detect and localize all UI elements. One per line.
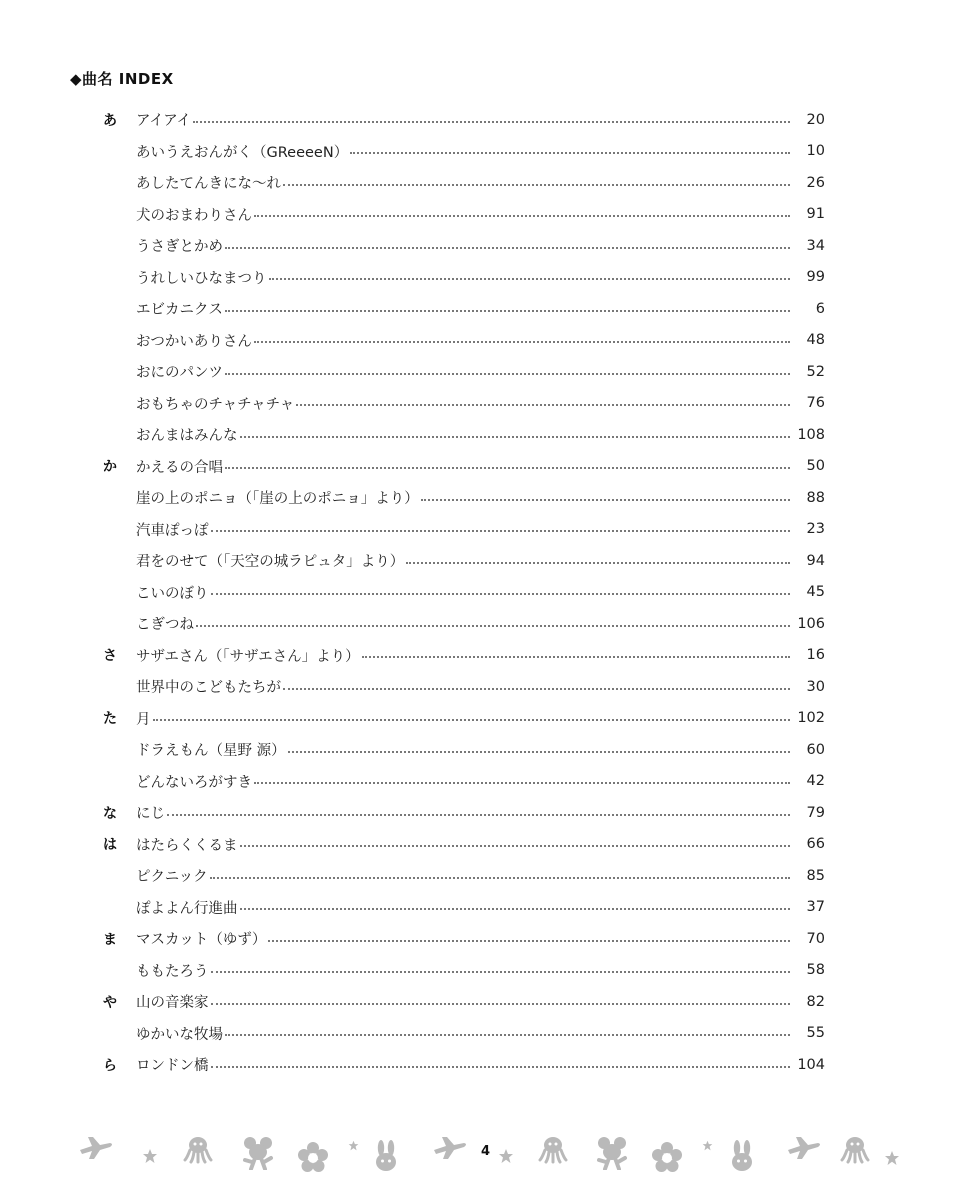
dot-leader [350, 152, 790, 154]
airplane-icon [432, 1134, 468, 1162]
dot-leader [153, 719, 791, 721]
index-entry[interactable] [103, 734, 825, 766]
song-title: 犬のおまわりさん [136, 207, 252, 224]
song-title: はたらくくるま [136, 837, 238, 854]
song-page-number: 85 [806, 867, 825, 884]
song-title: おにのパンツ [136, 365, 223, 382]
dot-leader [225, 310, 790, 312]
song-page-number: 6 [815, 300, 825, 317]
index-entry[interactable] [103, 545, 825, 577]
octopus-icon [538, 1134, 568, 1164]
index-entry[interactable] [103, 1018, 825, 1050]
song-page-number: 94 [806, 552, 825, 569]
song-page-number: 45 [806, 584, 825, 601]
kana-group-label: か [103, 459, 117, 476]
index-entry[interactable] [103, 577, 825, 609]
flower-icon [652, 1142, 682, 1172]
song-page-number: 37 [806, 899, 825, 916]
song-title: エビカニクス [136, 302, 223, 319]
rabbit-icon [730, 1140, 754, 1172]
index-entry[interactable] [103, 199, 825, 231]
dot-leader [283, 688, 790, 690]
dot-leader [296, 404, 790, 406]
song-page-number: 10 [806, 143, 825, 160]
song-title: 月 [136, 711, 151, 728]
dot-leader [196, 625, 790, 627]
dot-leader [269, 278, 791, 280]
song-page-number: 20 [806, 111, 825, 128]
index-entry[interactable] [103, 640, 825, 672]
page-heading: ◆曲名 INDEX [70, 70, 174, 88]
song-page-number: 60 [806, 741, 825, 758]
song-page-number: 23 [806, 521, 825, 538]
dot-leader [240, 908, 791, 910]
dot-leader [211, 1003, 791, 1005]
song-page-number: 106 [797, 615, 825, 632]
dot-leader [211, 971, 791, 973]
song-page-number: 55 [806, 1025, 825, 1042]
song-title: ロンドン橋 [136, 1058, 209, 1075]
index-entry[interactable] [103, 230, 825, 262]
song-title: こいのぼり [136, 585, 209, 602]
song-title: サザエさん（「サザエさん」より） [136, 648, 360, 665]
dot-leader [240, 845, 791, 847]
dot-leader [240, 436, 791, 438]
index-entry[interactable] [103, 419, 825, 451]
dot-leader [254, 215, 790, 217]
star-icon [498, 1148, 514, 1164]
airplane-icon [786, 1134, 822, 1162]
star-icon [142, 1148, 158, 1164]
song-title: こぎつね [136, 617, 194, 634]
song-title: 山の音楽家 [136, 995, 209, 1012]
dot-leader [268, 940, 790, 942]
song-index-list [103, 104, 825, 1081]
dot-leader [288, 751, 790, 753]
song-page-number: 34 [806, 237, 825, 254]
song-page-number: 52 [806, 363, 825, 380]
song-title: ピクニック [136, 869, 208, 886]
song-page-number: 26 [806, 174, 825, 191]
index-entry[interactable] [103, 482, 825, 514]
index-entry[interactable] [103, 955, 825, 987]
index-entry[interactable] [103, 451, 825, 483]
song-page-number: 16 [806, 647, 825, 664]
dot-leader [210, 877, 790, 879]
song-page-number: 88 [806, 489, 825, 506]
song-page-number: 79 [806, 804, 825, 821]
index-entry[interactable] [103, 608, 825, 640]
octopus-icon [183, 1134, 213, 1164]
kana-group-label: ら [103, 1057, 117, 1074]
song-page-number: 30 [806, 678, 825, 695]
index-entry[interactable] [103, 167, 825, 199]
song-title: あしたてんきにな〜れ [136, 176, 281, 193]
dot-leader [283, 184, 790, 186]
song-title: うさぎとかめ [136, 239, 223, 256]
dot-leader [211, 1066, 791, 1068]
dot-leader [211, 593, 791, 595]
song-title: おんまはみんな [136, 428, 238, 445]
flower-icon [298, 1142, 328, 1172]
song-page-number: 66 [806, 836, 825, 853]
index-entry[interactable] [103, 293, 825, 325]
song-title: ドラえもん（星野 源） [136, 743, 286, 760]
index-entry[interactable] [103, 703, 825, 735]
index-entry[interactable] [103, 136, 825, 168]
song-page-number: 108 [797, 426, 825, 443]
song-title: ぽよよん行進曲 [136, 900, 238, 917]
index-entry[interactable] [103, 262, 825, 294]
song-page-number: 76 [806, 395, 825, 412]
dot-leader [225, 467, 790, 469]
song-page-number: 91 [806, 206, 825, 223]
dot-leader [211, 530, 791, 532]
dot-leader [225, 373, 790, 375]
page-footer [0, 1130, 977, 1180]
kana-group-label: は [103, 837, 117, 854]
kana-group-label: た [103, 711, 117, 728]
song-page-number: 70 [806, 930, 825, 947]
song-page-number: 42 [806, 773, 825, 790]
index-entry[interactable] [103, 892, 825, 924]
index-entry[interactable] [103, 860, 825, 892]
airplane-icon [78, 1134, 114, 1162]
song-title: うれしいひなまつり [136, 270, 267, 287]
mouse-icon [596, 1136, 628, 1170]
star-icon [348, 1140, 359, 1151]
song-title: かえるの合唱 [136, 459, 223, 476]
song-page-number: 104 [797, 1056, 825, 1073]
dot-leader [193, 121, 790, 123]
song-title: アイアイ [136, 113, 191, 130]
dot-leader [362, 656, 790, 658]
dot-leader [406, 562, 790, 564]
song-page-number: 58 [806, 962, 825, 979]
song-page-number: 48 [806, 332, 825, 349]
song-title: おつかいありさん [136, 333, 252, 350]
star-icon [702, 1140, 713, 1151]
song-title: 崖の上のポニョ（「崖の上のポニョ」より） [136, 491, 419, 508]
dot-leader [421, 499, 790, 501]
dot-leader [225, 247, 790, 249]
index-entry[interactable] [103, 104, 825, 136]
song-title: マスカット（ゆず） [136, 932, 267, 949]
page-number: 4 [481, 1144, 491, 1159]
star-icon [884, 1150, 900, 1166]
kana-group-label: や [103, 994, 117, 1011]
song-title: 汽車ぽっぽ [136, 522, 209, 539]
rabbit-icon [374, 1140, 398, 1172]
song-title: あいうえおんがく（GReeeeN） [136, 144, 349, 161]
kana-group-label: ま [103, 931, 117, 948]
song-title: おもちゃのチャチャチャ [136, 396, 295, 413]
index-entry[interactable] [103, 797, 825, 829]
mouse-icon [242, 1136, 274, 1170]
song-page-number: 99 [806, 269, 825, 286]
dot-leader [254, 782, 790, 784]
kana-group-label: さ [103, 648, 117, 665]
index-entry[interactable] [103, 388, 825, 420]
song-page-number: 82 [806, 993, 825, 1010]
index-entry[interactable] [103, 671, 825, 703]
kana-group-label: な [103, 805, 117, 822]
song-title: にじ [136, 806, 165, 823]
index-entry[interactable] [103, 356, 825, 388]
index-entry[interactable] [103, 766, 825, 798]
dot-leader [167, 814, 790, 816]
song-title: 君をのせて（「天空の城ラピュタ」より） [136, 554, 405, 571]
octopus-icon [840, 1134, 870, 1164]
index-entry[interactable] [103, 514, 825, 546]
song-title: どんないろがすき [136, 774, 252, 791]
song-page-number: 102 [797, 710, 825, 727]
kana-group-label: あ [103, 112, 117, 129]
index-entry[interactable] [103, 1049, 825, 1081]
index-entry[interactable] [103, 829, 825, 861]
index-entry[interactable] [103, 923, 825, 955]
song-title: ゆかいな牧場 [136, 1026, 223, 1043]
dot-leader [225, 1034, 790, 1036]
index-entry[interactable] [103, 325, 825, 357]
song-title: ももたろう [136, 963, 209, 980]
song-title: 世界中のこどもたちが [136, 680, 281, 697]
index-entry[interactable] [103, 986, 825, 1018]
song-page-number: 50 [806, 458, 825, 475]
dot-leader [254, 341, 790, 343]
